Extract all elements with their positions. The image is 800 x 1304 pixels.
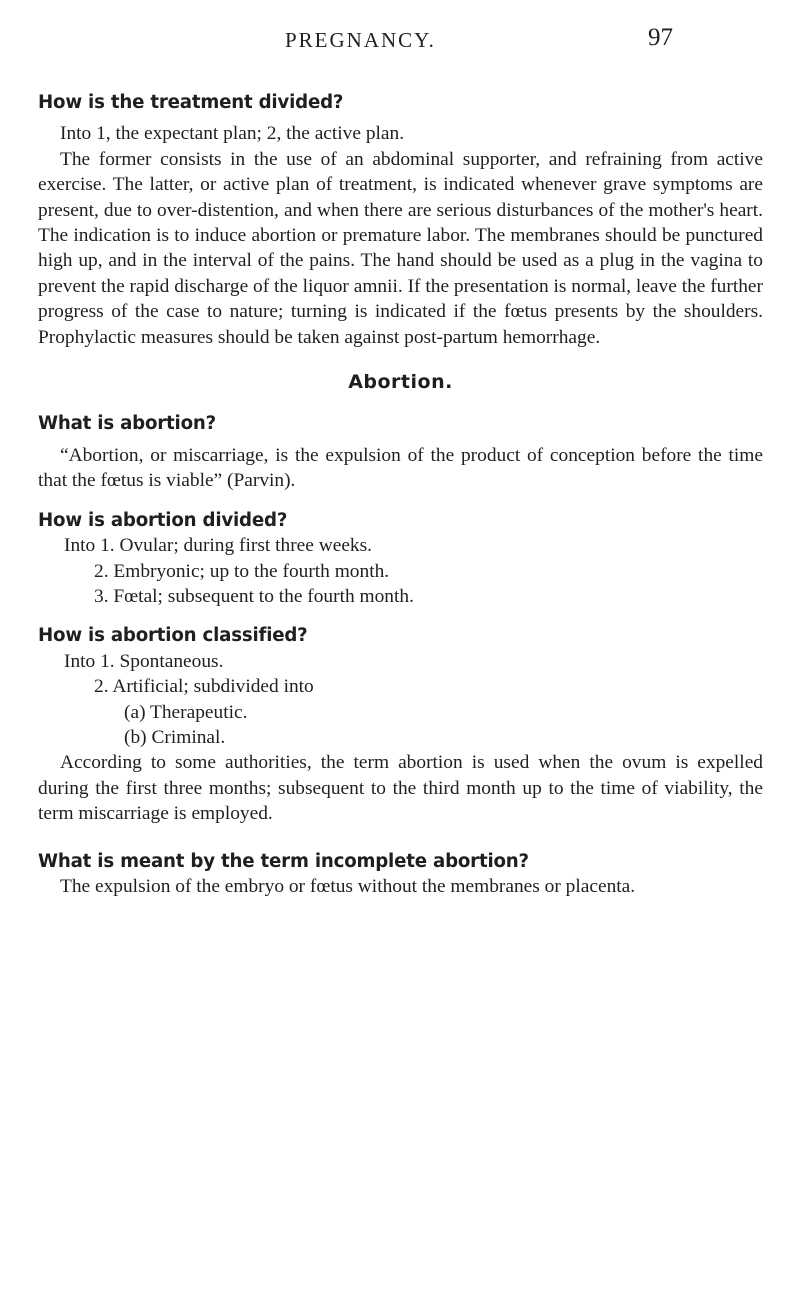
question-abortion-divided: How is abortion divided? <box>38 509 288 531</box>
page-body <box>38 90 763 899</box>
answer-treatment-plans: Into 1, the expectant plan; 2, the active plan. <box>60 123 405 145</box>
answer-abortion-definition: “Abortion, or miscarriage, is the expulsion of the product of conception before the time that the fœtus is viable” (Parvin). <box>38 444 763 492</box>
list-item-therapeutic: (a) Therapeutic. <box>124 701 248 723</box>
answer-incomplete-abortion: The expulsion of the embryo or fœtus without the membranes or placenta. <box>60 875 636 897</box>
section-title-abortion: Abortion. <box>348 371 453 394</box>
question-incomplete-abortion: What is meant by the term incomplete abortion? <box>38 850 529 872</box>
question-treatment-divided: How is the treatment divided? <box>38 92 344 113</box>
list-item-criminal: (b) Criminal. <box>124 726 226 748</box>
answer-treatment-details: The former consists in the use of an abdominal supporter, and refraining from active exercise. The latter, or active plan of treatment, is indicated whenever grave symptoms are present, due to over-distention, and when there are serious disturbances of the mother's heart. The indication is to induce abortion or premature labor. The membranes should be punctured high up, and in the interval of the pains. The hand should be used as a plug in the vagina to prevent the rapid discharge of the liquor amnii. If the presentation is normal, leave the further progress of the case to nature; turning is indicated if the fœtus presents by the shoulders. Prophylactic measures should be taken against post-partum hemorrhage. <box>38 148 763 348</box>
question-what-is-abortion: What is abortion? <box>38 413 216 435</box>
list-item-ovular: Into 1. Ovular; during first three weeks. <box>64 535 373 557</box>
question-abortion-classified: How is abortion classified? <box>38 625 308 647</box>
list-item-foetal: 3. Fœtal; subsequent to the fourth month. <box>94 585 414 607</box>
running-head: PREGNANCY. <box>285 28 436 52</box>
page-number: 97 <box>648 24 673 51</box>
list-item-artificial: 2. Artificial; subdivided into <box>94 676 314 698</box>
list-item-embryonic: 2. Embryonic; up to the fourth month. <box>94 560 390 582</box>
list-item-spontaneous: Into 1. Spontaneous. <box>64 650 224 672</box>
note-abortion-terminology: According to some authorities, the term abortion is used when the ovum is expelled during the first three months; subsequent to the third month up to the time of viability, the term miscarriage is employed. <box>38 752 763 825</box>
